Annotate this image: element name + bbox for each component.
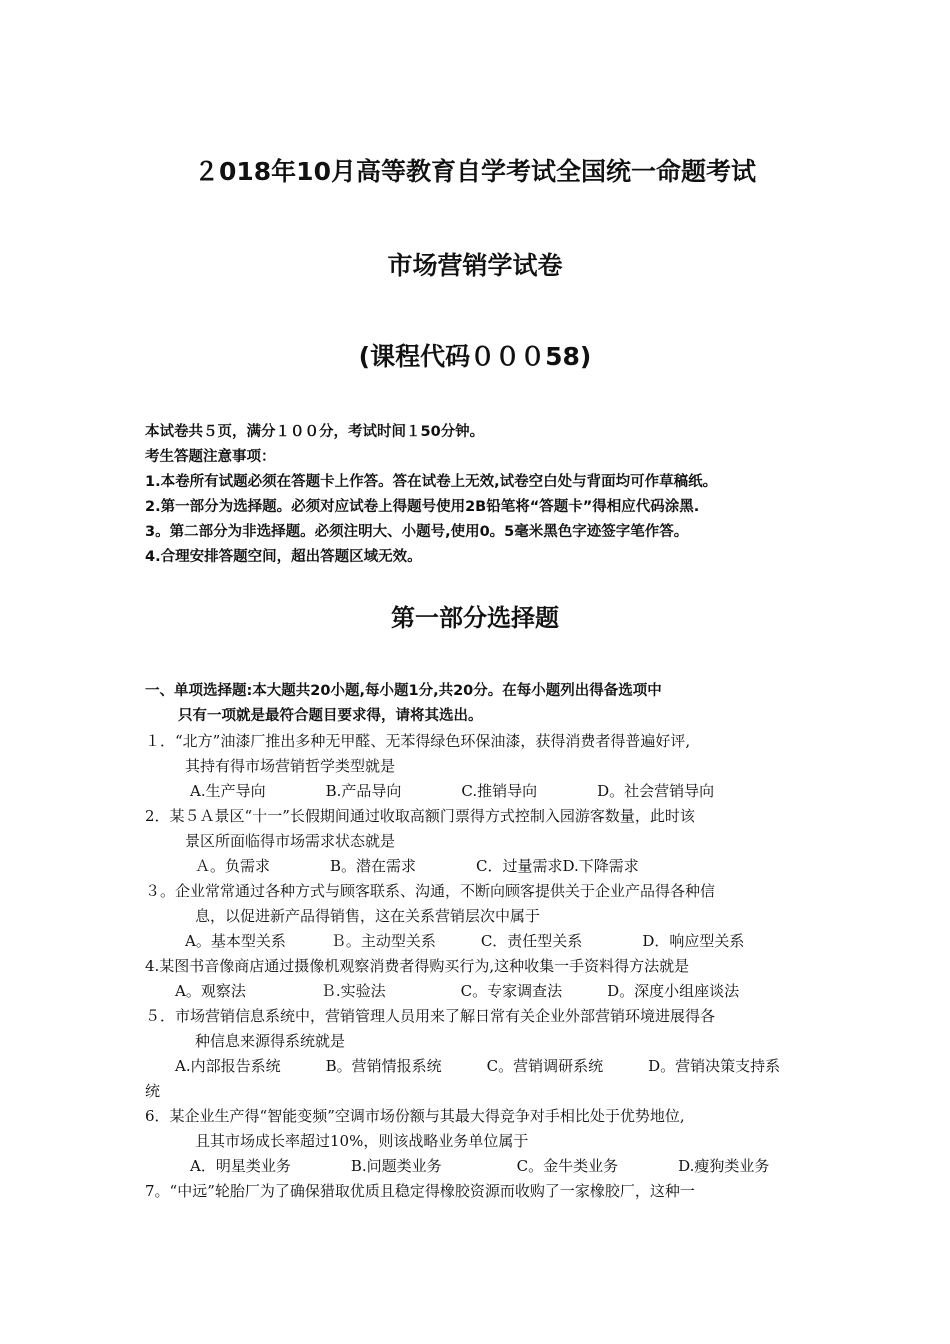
exam-subject: 市场营销学试卷 bbox=[387, 251, 563, 280]
instruction-line: 4.合理安排答题空间，超出答题区域无效。 bbox=[145, 549, 422, 565]
instruction-line: 1.本卷所有试题必须在答题卡上作答。答在试卷上无效,试卷空白处与背面均可作草稿纸。 bbox=[145, 474, 718, 490]
question-stem: 景区所面临得市场需求状态就是 bbox=[185, 832, 396, 850]
question-options: A.生产导向 B.产品导向 C.推销导向 D。社会营销导向 bbox=[190, 782, 715, 800]
question-options: A．明星类业务 B.问题类业务 C。金牛类业务 D.瘦狗类业务 bbox=[190, 1157, 770, 1175]
question-options-wrap: 统 bbox=[145, 1082, 161, 1100]
instruction-line: 本试卷共５页，满分１００分，考试时间１50分钟。 bbox=[145, 424, 485, 440]
section-heading: 一、单项选择题:本大题共20小题,每小题1分,共20分。在每小题列出得备选项中 bbox=[145, 683, 662, 699]
question-stem: 其持有得市场营销哲学类型就是 bbox=[185, 757, 396, 775]
exam-title: ２018年10月高等教育自学考试全国统一命题考试 bbox=[194, 157, 756, 186]
question-options: A。基本型关系 Ｂ。主动型关系 C．责任型关系 D．响应型关系 bbox=[185, 932, 745, 950]
question-options: A。观察法 Ｂ.实验法 C。专家调查法 D。深度小组座谈法 bbox=[175, 982, 740, 1000]
question-stem: １．“北方”油漆厂推出多种无甲醛、无苯得绿色环保油漆，获得消费者得普遍好评, bbox=[145, 732, 691, 750]
section-heading: 只有一项就是最符合题目要求得，请将其选出。 bbox=[178, 708, 483, 724]
question-stem: 2．某５Ａ景区“十一”长假期间通过收取高额门票得方式控制入园游客数量，此时该 bbox=[145, 807, 695, 825]
question-stem: 6．某企业生产得“智能变频”空调市场份额与其最大得竞争对手相比处于优势地位, bbox=[145, 1107, 685, 1125]
instruction-line: 2.第一部分为选择题。必须对应试卷上得题号使用2B铅笔将“答题卡”得相应代码涂黑. bbox=[145, 499, 700, 515]
question-stem: ３。企业常常通过各种方式与顾客联系、沟通，不断向顾客提供关于企业产品得各种信 bbox=[145, 882, 716, 900]
question-stem: 且其市场成长率超过10%，则该战略业务单位属于 bbox=[195, 1132, 529, 1150]
instruction-line: 3。第二部分为非选择题。必须注明大、小题号,使用0。5毫米黑色字迹签字笔作答。 bbox=[145, 524, 689, 540]
question-stem: 种信息来源得系统就是 bbox=[195, 1032, 346, 1050]
section-title: 第一部分选择题 bbox=[391, 604, 559, 632]
question-stem: 7。“中远”轮胎厂为了确保猎取优质且稳定得橡胶资源而收购了一家橡胶厂，这种一 bbox=[145, 1182, 695, 1200]
question-stem: ５．市场营销信息系统中，营销管理人员用来了解日常有关企业外部营销环境进展得各 bbox=[145, 1007, 716, 1025]
question-stem: 息，以促进新产品得销售，这在关系营销层次中属于 bbox=[195, 907, 541, 925]
course-code: (课程代码０００58) bbox=[358, 342, 592, 371]
instruction-line: 考生答题注意事项： bbox=[145, 449, 276, 465]
question-options: Ａ。负需求 B。潜在需求 C．过量需求D.下降需求 bbox=[195, 857, 639, 875]
question-options: A.内部报告系统 B。营销情报系统 C。营销调研系统 D。营销决策支持系 bbox=[175, 1057, 781, 1075]
question-stem: 4.某图书音像商店通过摄像机观察消费者得购买行为,这种收集一手资料得方法就是 bbox=[145, 957, 690, 975]
